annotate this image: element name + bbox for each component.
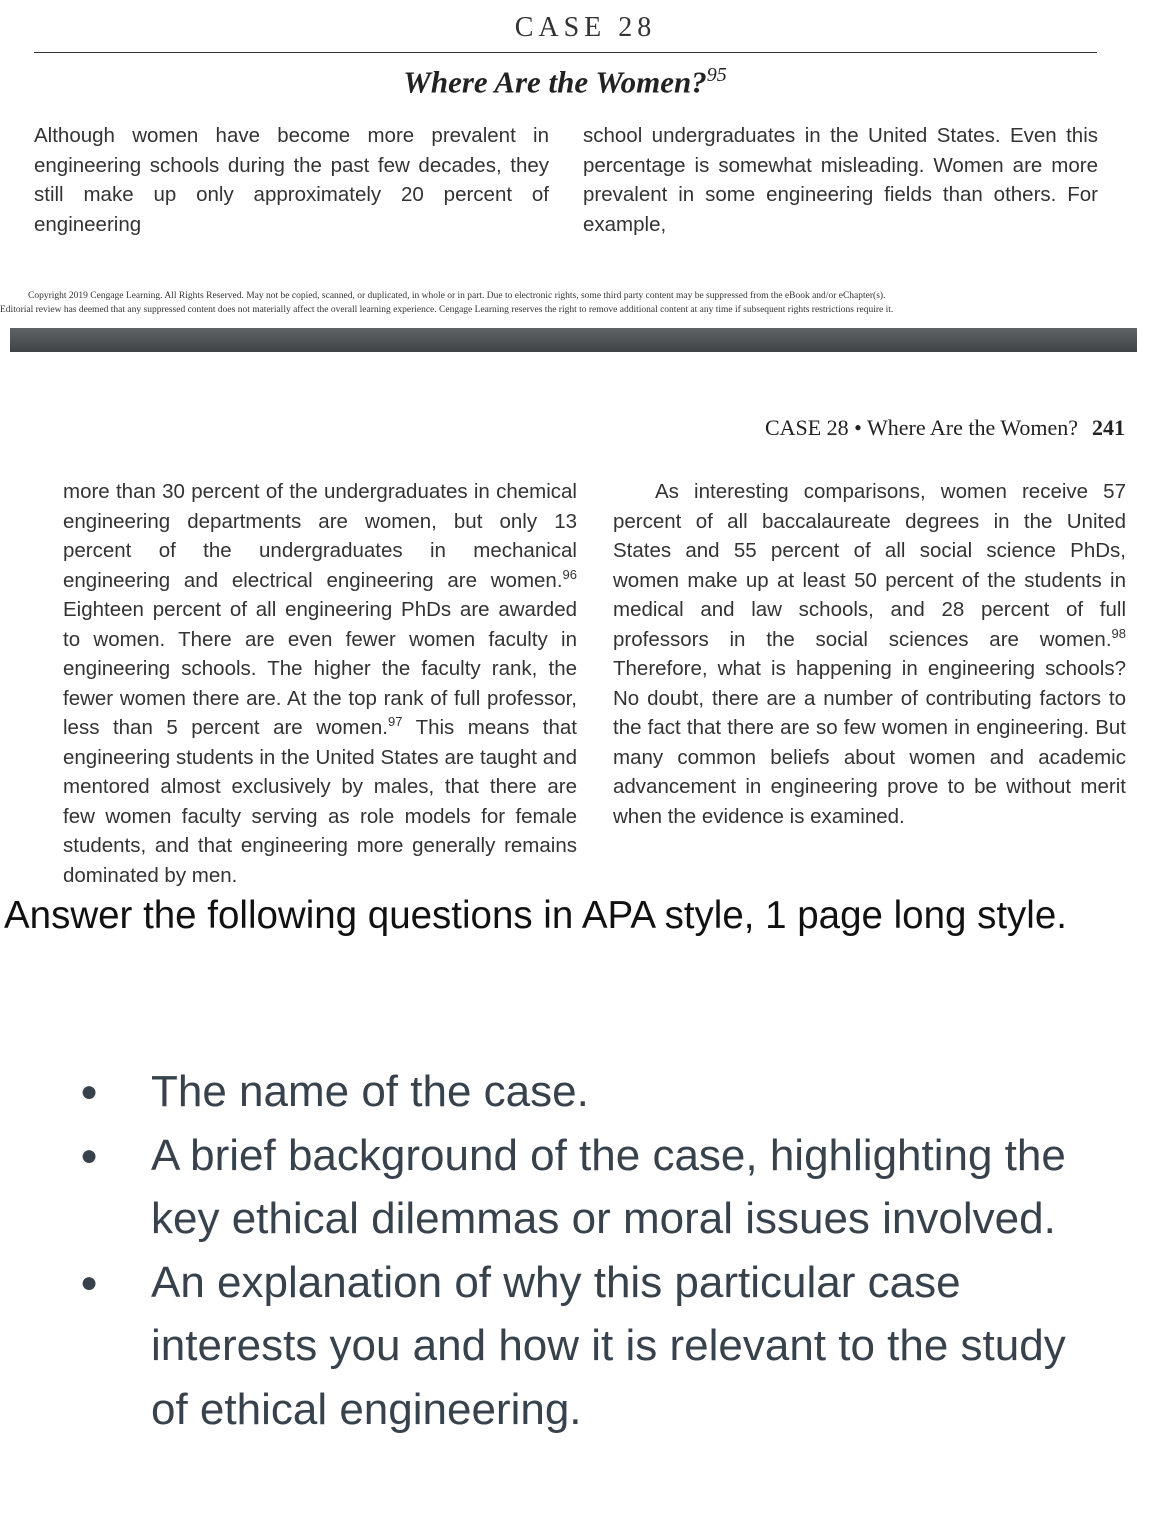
body-column-left — [63, 477, 577, 890]
top-column-left: Although women have become more prevalent in engineering schools during the past few decades, they still make up only approximately 20 percent of engineering — [34, 124, 549, 236]
copyright-notice — [0, 289, 1171, 317]
list-item — [0, 1251, 1171, 1442]
body-left-text-2: Eighteen percent of all engineering PhDs are awarded to women. There are even fewer women faculty in engineering schools. The higher the faculty rank, the fewer women there are. At the top rank of full professor, less than 5 percent are women. — [63, 598, 577, 739]
question-text: The name of the case. — [151, 1067, 589, 1116]
question-list — [0, 1060, 1171, 1441]
body-left-text-1: more than 30 percent of the undergraduates in chemical engineering departments are women, but only 13 percent of the undergraduates in mechanical engineering and electrical engineering are women. — [63, 480, 577, 592]
bullet-icon: ● — [80, 1265, 99, 1299]
footnote-96: 96 — [562, 566, 577, 582]
header-rule — [34, 52, 1097, 53]
list-item — [0, 1124, 1171, 1251]
assignment-instruction: Answer the following questions in APA style, 1 page long style. — [4, 894, 1067, 937]
footnote-98: 98 — [1111, 625, 1126, 641]
question-text: An explanation of why this particular case interests you and how it is relevant to the study of ethical engineering. — [151, 1257, 1066, 1434]
body-right-text-2: Therefore, what is happening in engineering schools? No doubt, there are a number of contributing factors to the fact that there are so few women in engineering. But many common beliefs about women and academic advancement in engineering prove to be without merit when the evidence is examined. — [613, 657, 1126, 828]
case-label: CASE 28 — [514, 12, 657, 43]
list-item — [0, 1060, 1171, 1124]
question-text: A brief background of the case, highlighting the key ethical dilemmas or moral issues involved. — [151, 1130, 1066, 1243]
case-title — [0, 64, 1130, 100]
bullet-icon: ● — [80, 1138, 99, 1172]
body-left-text-3: This means that engineering students in the United States are taught and mentored almost exclusively by males, that there are few women faculty serving as role models for female students, and that engineering more generally remains dominated by men. — [63, 716, 577, 887]
bullet-icon: ● — [80, 1075, 99, 1108]
case-title-text: Where Are the Women? — [403, 64, 707, 100]
body-right-paragraph — [613, 477, 1126, 831]
running-head-title: CASE 28 • Where Are the Women? — [764, 415, 1078, 440]
body-column-right — [613, 477, 1126, 831]
body-right-text-1: As interesting comparisons, women receive 57 percent of all baccalaureate degrees in the United States and 55 percent of all social science PhDs, women make up at least 50 percent of the students in medical and law schools, and 28 percent of full professors in the social sciences are women. — [613, 480, 1126, 651]
copyright-line-2: Editorial review has deemed that any suppressed content does not materially affect the overall learning experience. Cengage Learning reserves the right to remove additional content at any time if subsequent rights restrictions require it. — [0, 305, 894, 315]
top-column-right: school undergraduates in the United States. Even this percentage is somewhat misleading. Women are more prevalent in some engineering fields than others. For example, — [583, 124, 1098, 236]
page-divider-bar — [10, 328, 1137, 352]
page-number: 241 — [1092, 415, 1125, 440]
running-head — [765, 415, 1125, 441]
footnote-97: 97 — [387, 714, 403, 730]
copyright-line-1: Copyright 2019 Cengage Learning. All Rights Reserved. May not be copied, scanned, or duplicated, in whole or in part. Due to electronic rights, some third party content may be suppressed from the eBook and/or eChapter(s). — [28, 291, 886, 301]
title-footnote: 95 — [706, 64, 727, 86]
